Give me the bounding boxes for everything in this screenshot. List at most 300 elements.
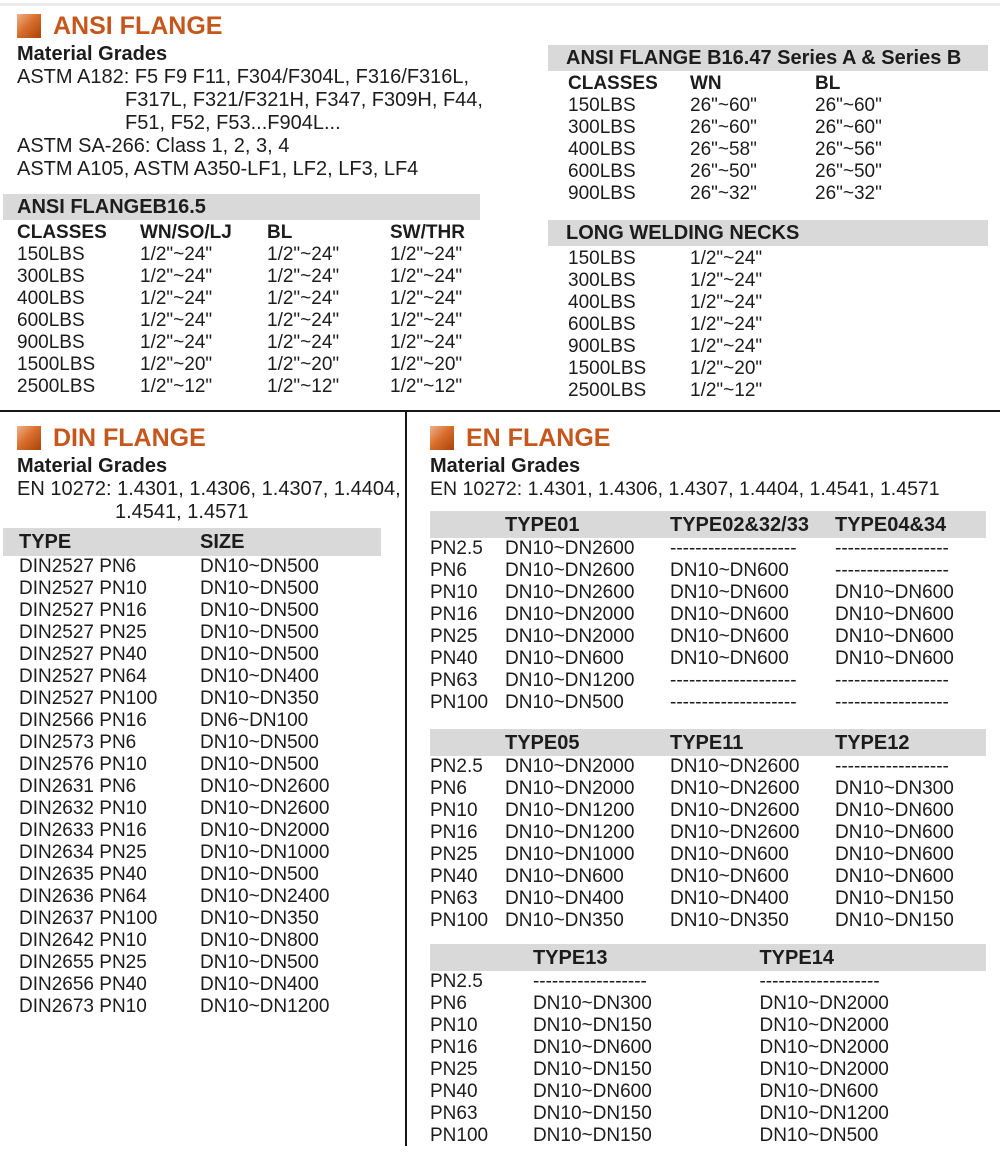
table-cell: 1/2"~20"	[390, 354, 463, 375]
table-cell: PN63	[430, 888, 478, 909]
table-header-row	[430, 729, 986, 756]
table-cell: DN10~DN600	[835, 582, 954, 603]
table-cell: 2500LBS	[17, 376, 96, 397]
table-row	[3, 622, 381, 644]
table-cell: 300LBS	[568, 270, 636, 291]
table-cell: 1/2"~24"	[267, 310, 340, 331]
ansi-b1647-table	[568, 73, 988, 205]
table-cell: DN10~DN2000	[200, 820, 330, 841]
table-cell: DN10~DN2600	[505, 582, 635, 603]
table-cell: DN10~DN400	[200, 974, 319, 995]
table-cell: ------------------	[532, 971, 647, 992]
column-header: TYPE11	[670, 731, 744, 754]
table-cell: DN10~DN500	[200, 952, 319, 973]
table-cell: ------------------	[835, 538, 949, 559]
table-cell: DN10~DN500	[505, 692, 624, 713]
ansi-b165-table	[17, 222, 480, 398]
ansi-grade-line: F317L, F321/F321H, F347, F309H, F44,	[125, 89, 483, 111]
table-cell: DN10~DN600	[835, 866, 954, 887]
table-cell: DN10~DN600	[835, 648, 954, 669]
table-body	[430, 538, 986, 714]
column-header: TYPE13	[532, 946, 608, 969]
table-row	[568, 117, 988, 139]
table-row	[568, 161, 988, 183]
column-header: TYPE	[19, 531, 72, 553]
table-cell: PN6	[430, 560, 467, 581]
table-cell: DN10~DN400	[670, 888, 789, 909]
column-header: TYPE04&34	[835, 513, 947, 536]
table-row	[568, 183, 988, 205]
table-cell: PN63	[430, 670, 478, 691]
table-cell: 1/2"~24"	[390, 244, 463, 265]
table-cell: DN10~DN150	[532, 1103, 652, 1124]
table-cell: 400LBS	[17, 288, 85, 309]
table-row	[430, 1037, 986, 1059]
table-cell: 400LBS	[568, 292, 636, 313]
table-row	[17, 376, 480, 398]
table-cell: DN10~DN2600	[670, 778, 800, 799]
section-bullet-icon	[17, 14, 41, 38]
table-body	[568, 248, 988, 402]
table-cell: 1/2"~24"	[267, 332, 340, 353]
column-header: SW/THR	[390, 222, 465, 243]
table-cell: DIN2576 PN10	[19, 754, 147, 775]
table-cell: DN10~DN600	[670, 844, 789, 865]
table-row	[430, 910, 986, 932]
table-cell: 26"~60"	[690, 117, 757, 138]
table-row	[430, 648, 986, 670]
table-cell: DN10~DN1200	[505, 822, 635, 843]
ansi-grade-line: ASTM A182: F5 F9 F11, F304/F304L, F316/F316L,	[17, 66, 470, 88]
table-cell: DN10~DN600	[505, 866, 624, 887]
table-row	[430, 670, 986, 692]
table-cell: PN16	[430, 822, 478, 843]
table-cell: 1/2"~24"	[140, 310, 213, 331]
table-cell: DN10~DN2000	[505, 626, 635, 647]
table-cell: PN100	[430, 1125, 489, 1146]
table-cell: 26"~32"	[690, 183, 757, 204]
table-row	[17, 244, 480, 266]
table-header-row	[430, 944, 986, 971]
table-cell: PN2.5	[430, 538, 483, 559]
ansi-b1647-title-bar	[548, 45, 988, 71]
table-cell: 1/2"~12"	[690, 380, 763, 401]
table-cell: 26"~58"	[690, 139, 757, 160]
table-cell: 1/2"~24"	[690, 336, 763, 357]
ansi-b1647-section	[548, 45, 988, 205]
en-section-header	[430, 424, 940, 452]
table-cell: -------------------	[759, 971, 880, 992]
table-cell: DN10~DN350	[200, 908, 319, 929]
column-header: TYPE14	[759, 946, 834, 969]
table-row	[3, 732, 381, 754]
table-row	[430, 800, 986, 822]
table-cell: 26"~60"	[815, 95, 882, 116]
table-cell: DN10~DN500	[200, 556, 319, 577]
table-header-row	[17, 222, 480, 244]
table-cell: DN10~DN300	[532, 993, 652, 1014]
table-cell: DN10~DN350	[670, 910, 789, 931]
table-header-row	[568, 73, 988, 95]
table-row	[17, 332, 480, 354]
table-cell: PN10	[430, 800, 478, 821]
table-cell: DN10~DN2000	[759, 1015, 889, 1036]
table-row	[3, 556, 381, 578]
ansi-material-grades-label: Material Grades	[17, 43, 168, 65]
table-cell: 1/2"~24"	[140, 288, 213, 309]
table-cell: 900LBS	[17, 332, 85, 353]
table-row	[430, 866, 986, 888]
table-cell: 150LBS	[568, 248, 636, 269]
table-cell: DN10~DN1200	[505, 670, 635, 691]
table-row	[568, 380, 988, 402]
table-cell: DN10~DN800	[200, 930, 319, 951]
table-row	[17, 266, 480, 288]
table-cell: DN10~DN2600	[670, 756, 800, 777]
table-row	[430, 993, 986, 1015]
column-header: CLASSES	[17, 222, 107, 243]
table-cell: DIN2631 PN6	[19, 776, 137, 797]
table-cell: PN25	[430, 844, 478, 865]
column-header: SIZE	[200, 531, 245, 553]
table-row	[3, 974, 381, 996]
table-cell: 1/2"~24"	[140, 266, 213, 287]
table-row	[568, 336, 988, 358]
table-cell: 1/2"~24"	[140, 244, 213, 265]
table-row	[3, 776, 381, 798]
table-cell: DIN2573 PN6	[19, 732, 137, 753]
table-row	[3, 930, 381, 952]
table-head	[17, 222, 480, 244]
table-cell: DN10~DN1200	[200, 996, 330, 1017]
table-cell: PN63	[430, 1103, 478, 1124]
long-welding-necks-section	[548, 220, 988, 402]
table-body	[430, 971, 986, 1147]
section-bullet-icon	[17, 426, 41, 450]
table-row	[3, 644, 381, 666]
table-head	[430, 944, 986, 971]
table-cell: 1/2"~24"	[390, 310, 463, 331]
table-cell: DN10~DN2000	[505, 756, 635, 777]
table-row	[17, 310, 480, 332]
table-cell: DIN2527 PN10	[19, 578, 147, 599]
table-cell: DN10~DN600	[759, 1081, 879, 1102]
table-cell: DN10~DN500	[200, 578, 319, 599]
table-cell: 1/2"~24"	[267, 266, 340, 287]
table-cell: PN100	[430, 910, 489, 931]
table-cell: 26"~56"	[815, 139, 882, 160]
table-cell: PN6	[430, 778, 467, 799]
table-row	[430, 1081, 986, 1103]
table-header-row	[3, 528, 381, 556]
table-cell: ------------------	[835, 756, 949, 777]
ansi-b165-section	[3, 194, 480, 398]
table-cell: DIN2673 PN10	[19, 996, 147, 1017]
table-cell: 1/2"~20"	[267, 354, 340, 375]
table-cell: DN10~DN2600	[670, 822, 800, 843]
table-row	[3, 996, 381, 1018]
table-cell: 1/2"~12"	[140, 376, 213, 397]
din-grade-line: EN 10272: 1.4301, 1.4306, 1.4307, 1.4404,	[17, 478, 401, 500]
table-header-row	[430, 511, 986, 538]
table-cell: DIN2527 PN64	[19, 666, 147, 687]
table-cell: DIN2634 PN25	[19, 842, 147, 863]
table-cell: DIN2566 PN16	[19, 710, 147, 731]
column-header: CLASSES	[568, 73, 658, 94]
en-section-title: EN FLANGE	[466, 424, 611, 452]
table-row	[568, 270, 988, 292]
table-row	[17, 288, 480, 310]
table-cell: 900LBS	[568, 336, 636, 357]
table-cell: PN10	[430, 1015, 478, 1036]
table-cell: DIN2655 PN25	[19, 952, 147, 973]
ansi-section-title: ANSI FLANGE	[53, 12, 223, 40]
table-cell: DN10~DN2000	[505, 778, 635, 799]
section-bullet-icon	[430, 426, 454, 450]
table-cell: DIN2632 PN10	[19, 798, 147, 819]
table-cell: DN10~DN600	[532, 1037, 652, 1058]
table-row	[3, 952, 381, 974]
table-cell: DN10~DN600	[670, 582, 789, 603]
table-cell: PN100	[430, 692, 489, 713]
table-cell: DN10~DN500	[200, 754, 319, 775]
table-cell: DN10~DN150	[835, 888, 954, 909]
ansi-flange-section	[17, 12, 483, 181]
table-row	[3, 908, 381, 930]
table-row	[3, 798, 381, 820]
table-cell: DN10~DN500	[200, 732, 319, 753]
table-cell: DN10~DN150	[835, 910, 954, 931]
ansi-grade-line: ASTM SA-266: Class 1, 2, 3, 4	[17, 135, 290, 157]
table-cell: DN10~DN600	[532, 1081, 652, 1102]
table-cell: --------------------	[670, 692, 797, 713]
table-cell: DIN2637 PN100	[19, 908, 158, 929]
table-cell: 26"~60"	[815, 117, 882, 138]
table-cell: PN40	[430, 1081, 478, 1102]
column-header	[430, 511, 505, 538]
top-divider	[0, 3, 1000, 6]
table-cell: DIN2656 PN40	[19, 974, 147, 995]
table-cell: DN10~DN300	[835, 778, 954, 799]
table-cell: 26"~32"	[815, 183, 882, 204]
en-type05-table	[430, 729, 986, 932]
din-material-grades-label: Material Grades	[17, 455, 168, 477]
table-cell: PN40	[430, 866, 478, 887]
table-cell: DN10~DN2600	[505, 538, 635, 559]
en-type13-table	[430, 944, 986, 1147]
en-grade-line: EN 10272: 1.4301, 1.4306, 1.4307, 1.4404, 1.4541, 1.4571	[430, 478, 940, 500]
table-row	[430, 971, 986, 993]
table-cell: DN10~DN2600	[200, 798, 330, 819]
column-header: WN	[690, 73, 722, 94]
column-header: TYPE05	[505, 731, 580, 754]
table-cell: DN10~DN600	[670, 866, 789, 887]
table-cell: DIN2633 PN16	[19, 820, 147, 841]
table-head	[3, 528, 381, 556]
table-cell: DN10~DN500	[200, 622, 319, 643]
table-row	[3, 600, 381, 622]
table-cell: 900LBS	[568, 183, 636, 204]
table-cell: DIN2527 PN40	[19, 644, 147, 665]
table-cell: 1/2"~24"	[390, 266, 463, 287]
column-header	[430, 729, 505, 756]
table-cell: PN10	[430, 582, 478, 603]
table-cell: 1/2"~24"	[140, 332, 213, 353]
table-cell: DN10~DN2000	[759, 993, 889, 1014]
table-cell: DIN2527 PN100	[19, 688, 158, 709]
long-welding-necks-title-bar	[548, 220, 988, 246]
din-flange-section	[17, 424, 401, 524]
ansi-b1647-title: ANSI FLANGE B16.47 Series A & Series B	[566, 46, 962, 69]
din-section-title: DIN FLANGE	[53, 424, 206, 452]
table-row	[430, 1015, 986, 1037]
table-cell: DIN2635 PN40	[19, 864, 147, 885]
table-cell: PN40	[430, 648, 478, 669]
table-cell: DN10~DN600	[670, 604, 789, 625]
table-cell: ------------------	[835, 692, 949, 713]
table-row	[430, 888, 986, 910]
en-flange-section	[430, 424, 940, 501]
table-cell: 1/2"~24"	[690, 270, 763, 291]
table-row	[17, 354, 480, 376]
table-cell: DN10~DN150	[532, 1125, 652, 1146]
table-cell: DN10~DN2000	[759, 1037, 889, 1058]
table-head	[568, 73, 988, 95]
table-cell: 1/2"~24"	[690, 314, 763, 335]
table-row	[3, 666, 381, 688]
table-cell: DN10~DN1000	[505, 844, 635, 865]
table-head	[430, 729, 986, 756]
table-cell: 1/2"~24"	[267, 244, 340, 265]
table-row	[430, 604, 986, 626]
table-row	[568, 314, 988, 336]
table-cell: DN10~DN500	[200, 600, 319, 621]
table-cell: 1/2"~24"	[390, 332, 463, 353]
table-row	[3, 864, 381, 886]
ansi-b165-title: ANSI FLANGEB16.5	[17, 195, 206, 218]
table-cell: DN10~DN2000	[505, 604, 635, 625]
table-cell: PN25	[430, 626, 478, 647]
long-welding-necks-title: LONG WELDING NECKS	[566, 221, 800, 244]
table-cell: PN16	[430, 604, 478, 625]
table-cell: DN10~DN150	[532, 1059, 652, 1080]
table-cell: DIN2527 PN25	[19, 622, 147, 643]
ansi-b165-title-bar	[3, 194, 480, 220]
table-row	[3, 820, 381, 842]
column-header: BL	[815, 73, 841, 94]
table-row	[430, 844, 986, 866]
table-cell: 26"~60"	[690, 95, 757, 116]
table-row	[430, 1059, 986, 1081]
table-cell: 150LBS	[568, 95, 636, 116]
table-cell: DIN2527 PN16	[19, 600, 147, 621]
table-body	[17, 244, 480, 398]
table-cell: PN6	[430, 993, 467, 1014]
table-cell: --------------------	[670, 538, 797, 559]
column-header: WN/SO/LJ	[140, 222, 232, 243]
table-cell: DN10~DN400	[505, 888, 624, 909]
table-row	[430, 756, 986, 778]
table-cell: DN10~DN1200	[505, 800, 635, 821]
table-cell: PN2.5	[430, 971, 483, 992]
table-cell: 1/2"~20"	[140, 354, 213, 375]
table-cell: 2500LBS	[568, 380, 647, 401]
table-cell: DN6~DN100	[200, 710, 309, 731]
table-cell: DN10~DN1200	[759, 1103, 889, 1124]
table-row	[430, 560, 986, 582]
table-row	[568, 95, 988, 117]
din-size-table	[3, 528, 381, 1018]
column-header: TYPE02&32/33	[670, 513, 809, 536]
table-cell: DN10~DN350	[200, 688, 319, 709]
table-cell: DIN2636 PN64	[19, 886, 147, 907]
table-head	[430, 511, 986, 538]
table-cell: DN10~DN600	[835, 822, 954, 843]
table-cell: DN10~DN600	[835, 800, 954, 821]
table-cell: 600LBS	[568, 314, 636, 335]
table-cell: 1500LBS	[17, 354, 96, 375]
table-cell: DN10~DN500	[200, 864, 319, 885]
table-cell: DN10~DN400	[200, 666, 319, 687]
table-cell: DN10~DN500	[759, 1125, 879, 1146]
din-grade-line: 1.4541, 1.4571	[115, 501, 249, 523]
table-row	[430, 778, 986, 800]
table-cell: ------------------	[835, 560, 949, 581]
table-cell: ------------------	[835, 670, 949, 691]
table-cell: 1/2"~24"	[690, 248, 763, 269]
table-cell: DN10~DN600	[835, 626, 954, 647]
table-cell: DN10~DN600	[835, 604, 954, 625]
table-cell: PN25	[430, 1059, 478, 1080]
column-header	[430, 944, 533, 971]
table-body	[430, 756, 986, 932]
table-row	[3, 578, 381, 600]
table-cell: DN10~DN500	[200, 644, 319, 665]
table-cell: 1500LBS	[568, 358, 647, 379]
horizontal-divider	[0, 410, 1000, 412]
table-cell: PN2.5	[430, 756, 483, 777]
vertical-divider	[405, 412, 407, 1146]
ansi-grade-line: ASTM A105, ASTM A350-LF1, LF2, LF3, LF4	[17, 158, 419, 180]
table-cell: DN10~DN600	[835, 844, 954, 865]
table-row	[430, 538, 986, 560]
table-cell: DN10~DN2000	[759, 1059, 889, 1080]
table-cell: DN10~DN2400	[200, 886, 330, 907]
table-row	[3, 754, 381, 776]
table-row	[430, 582, 986, 604]
table-cell: 1/2"~24"	[690, 292, 763, 313]
table-row	[430, 692, 986, 714]
en-material-grades-label: Material Grades	[430, 455, 581, 477]
table-cell: --------------------	[670, 670, 797, 691]
table-cell: 150LBS	[17, 244, 85, 265]
table-cell: 26"~50"	[690, 161, 757, 182]
table-cell: DN10~DN600	[670, 560, 789, 581]
ansi-grade-line: F51, F52, F53...F904L...	[125, 112, 341, 134]
din-section-header	[17, 424, 401, 452]
table-row	[568, 358, 988, 380]
en-type01-table	[430, 511, 986, 714]
ansi-section-header	[17, 12, 483, 40]
table-row	[430, 1125, 986, 1147]
table-cell: 1/2"~20"	[690, 358, 763, 379]
table-body	[3, 556, 381, 1018]
table-body	[568, 95, 988, 205]
table-cell: DIN2527 PN6	[19, 556, 137, 577]
table-row	[3, 688, 381, 710]
table-cell: DN10~DN2600	[670, 800, 800, 821]
table-cell: DN10~DN1000	[200, 842, 330, 863]
